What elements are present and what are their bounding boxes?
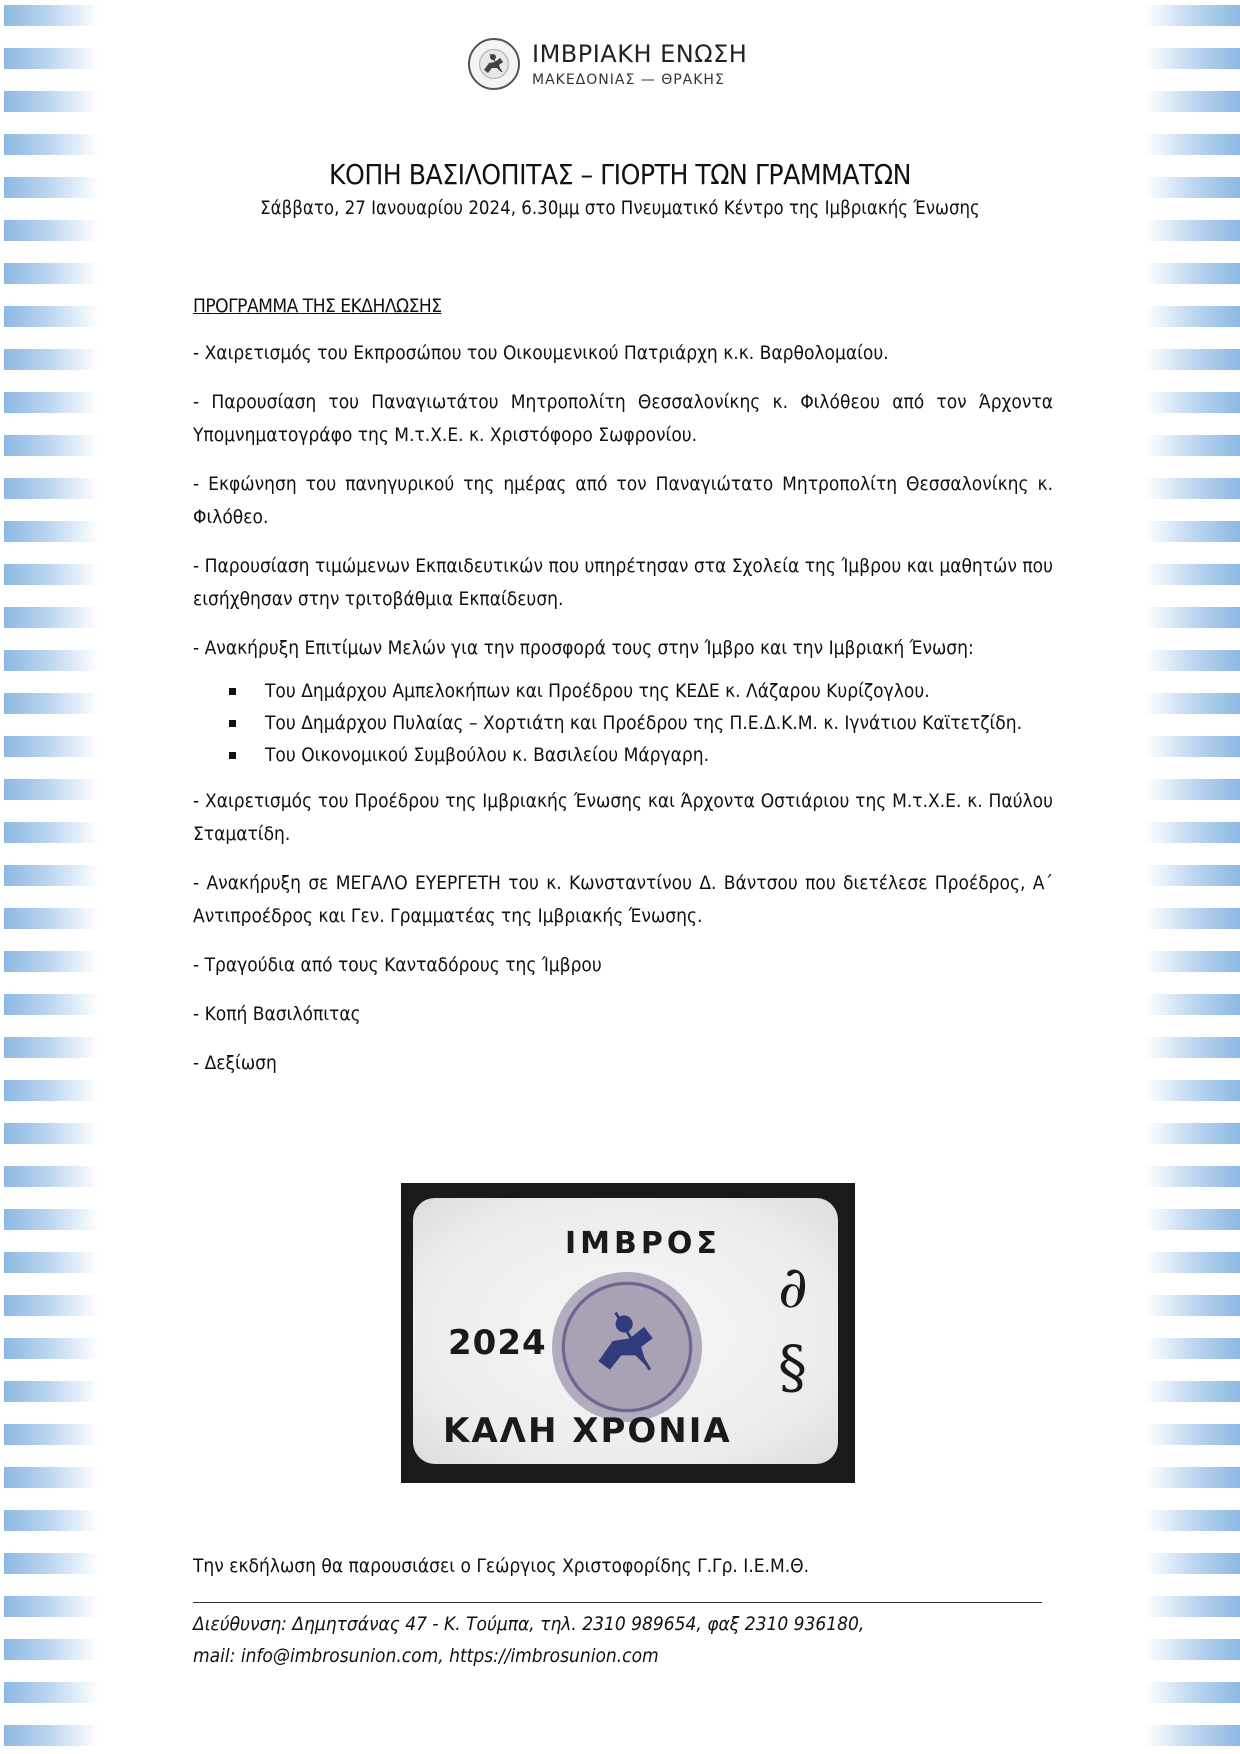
letterhead (468, 34, 747, 94)
vasilopita-photo (401, 1183, 855, 1483)
cake-curl-top: ∂ (778, 1253, 808, 1321)
contact-line: mail: info@imbrosunion.com, https://imbrosunion.com (193, 1645, 659, 1667)
program-item: - Παρουσίαση του Παναγιωτάτου Μητροπολίτη Θεσσαλονίκης κ. Φιλόθεου από τον Άρχοντα Υπομνηματογράφο της Μ.τ.Χ.Ε. κ. Χριστόφορο Σωφρονίου. (193, 391, 1053, 446)
program-item: - Τραγούδια από τους Κανταδόρους της Ίμβρου (193, 954, 602, 976)
event-subtitle: Σάββατο, 27 Ιανουαρίου 2024, 6.30μμ στο Πνευματικό Κέντρο της Ιμβριακής Ένωσης (260, 198, 980, 219)
org-subtitle: ΜΑΚΕΔΟΝΙΑΣ — ΘΡΑΚΗΣ (532, 72, 725, 88)
honorary-members-list (193, 675, 1053, 771)
program-item: - Χαιρετισμός του Προέδρου της Ιμβριακής Ένωσης και Άρχοντα Οστιάριου της Μ.τ.Χ.Ε. κ. Παύλου Σταματίδη. (193, 790, 1053, 845)
decorative-stripes-right (1145, 0, 1240, 1754)
contact-address (193, 1608, 864, 1672)
seal-st-george-icon (468, 38, 520, 90)
cake-seal-icon (552, 1272, 702, 1422)
cake-text-greeting: ΚΑΛΗ ΧΡΟΝΙΑ (443, 1411, 732, 1451)
presenter-note: Την εκδήλωση θα παρουσιάσει ο Γεώργιος Χριστοφορίδης Γ.Γρ. Ι.Ε.Μ.Θ. (193, 1555, 810, 1577)
program-item: - Παρουσίαση τιμώμενων Εκπαιδευτικών που υπηρέτησαν στα Σχολεία της Ίμβρου και μαθητών που εισήχθησαν στην τριτοβάθμια Εκπαίδευση. (193, 555, 1053, 610)
cake-curl-bottom: § (778, 1333, 807, 1401)
program-section (193, 290, 1053, 1096)
org-name: ΙΜΒΡΙΑΚΗ ΕΝΩΣΗ (532, 40, 748, 68)
cake-surface (413, 1198, 838, 1464)
program-item: - Εκφώνηση του πανηγυρικού της ημέρας από τον Παναγιώτατο Μητροπολίτη Θεσσαλονίκης κ. Φιλόθεο. (193, 473, 1053, 528)
honorary-member-item: Του Δημάρχου Πυλαίας – Χορτιάτη και Προέδρου της Π.Ε.Δ.Κ.Μ. κ. Ιγνάτιου Καϊτετζίδη. (265, 707, 1053, 739)
footer-divider (193, 1602, 1042, 1603)
cake-text-imbros: ΙΜΒΡΟΣ (565, 1226, 721, 1261)
event-title: ΚΟΠΗ ΒΑΣΙΛΟΠΙΤΑΣ – ΓΙΟΡΤΗ ΤΩΝ ΓΡΑΜΜΑΤΩΝ (329, 158, 911, 191)
cake-text-year: 2024 (448, 1323, 547, 1363)
program-item: - Κοπή Βασιλόπιτας (193, 1003, 361, 1025)
honorary-member-item: Του Δημάρχου Αμπελοκήπων και Προέδρου της ΚΕΔΕ κ. Λάζαρου Κυρίζογλου. (265, 675, 1053, 707)
program-item: - Χαιρετισμός του Εκπροσώπου του Οικουμενικού Πατριάρχη κ.κ. Βαρθολομαίου. (193, 342, 889, 364)
decorative-stripes-left (4, 0, 99, 1754)
program-heading: ΠΡΟΓΡΑΜΜΑ ΤΗΣ ΕΚΔΗΛΩΣΗΣ (193, 295, 442, 317)
program-item: - Ανακήρυξη Επιτίμων Μελών για την προσφορά τους στην Ίμβρο και την Ιμβριακή Ένωση: (193, 637, 974, 659)
program-item: - Δεξίωση (193, 1052, 277, 1074)
program-item: - Ανακήρυξη σε ΜΕΓΑΛΟ ΕΥΕΡΓΕΤΗ του κ. Κωνσταντίνου Δ. Βάντσου που διετέλεσε Προέδρος, Α΄ Αντιπροέδρος και Γεν. Γραμματέας της Ιμβριακής Ένωσης. (193, 872, 1053, 927)
honorary-member-item: Του Οικονομικού Συμβούλου κ. Βασιλείου Μάργαρη. (265, 739, 1053, 771)
address-line: Διεύθυνση: Δημητσάνας 47 - Κ. Τούμπα, τηλ. 2310 989654, φαξ 2310 936180, (193, 1613, 865, 1635)
